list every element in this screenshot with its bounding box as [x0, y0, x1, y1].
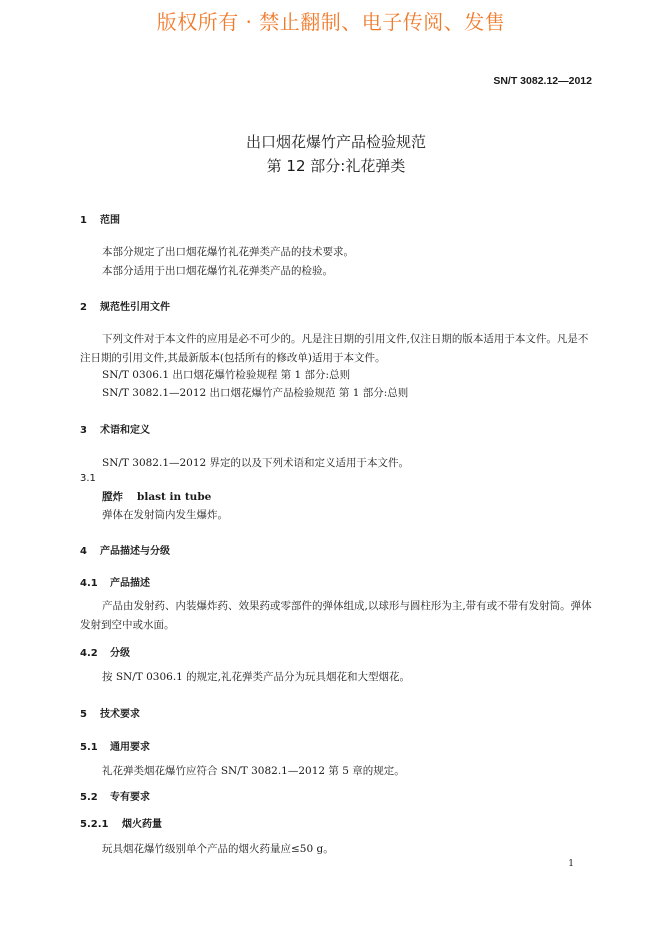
- subsection-number: 5.2.1: [80, 819, 109, 830]
- page-number: 1: [568, 859, 574, 869]
- section-1-heading: [80, 211, 120, 226]
- document-subtitle: 第 12 部分:礼花弹类: [266, 157, 406, 175]
- section-number: 3: [80, 425, 87, 436]
- normative-reference-2: SN/T 3082.1—2012 出口烟花爆竹产品检验规范 第 1 部分:总则: [102, 387, 409, 399]
- section-title: 范围: [100, 215, 120, 226]
- normative-reference-1: SN/T 0306.1 出口烟花爆竹检验规程 第 1 部分:总则: [102, 369, 351, 381]
- section-number: 4: [80, 546, 87, 557]
- subsection-5-1-paragraph: 礼花弹类烟花爆竹应符合 SN/T 3082.1—2012 第 5 章的规定。: [102, 765, 405, 777]
- section-title: 术语和定义: [100, 425, 150, 436]
- section-1-paragraph-1: 本部分规定了出口烟花爆竹礼花弹类产品的技术要求。: [102, 246, 354, 258]
- subsection-4-2-heading: [80, 644, 130, 659]
- subsection-5-1-heading: [80, 738, 150, 753]
- term-chinese: 膛炸: [102, 491, 123, 503]
- section-2-paragraph: 下列文件对于本文件的应用是必不可少的。凡是注日期的引用文件,仅注日期的版本适用于本文件。凡是不注日期的引用文件,其最新版本(包括所有的修改单)适用于本文件。: [80, 333, 589, 364]
- subsection-number: 4.2: [80, 648, 98, 659]
- subsection-4-1-paragraph: 产品由发射药、内装爆炸药、效果药或零部件的弹体组成,以球形与圆柱形为主,带有或不带有发射筒。弹体发射到空中或水面。: [80, 600, 592, 631]
- document-title: 出口烟花爆竹产品检验规范: [245, 133, 426, 151]
- section-1-paragraph-2: 本部分适用于出口烟花爆竹礼花弹类产品的检验。: [102, 265, 333, 277]
- standard-number: SN/T 3082.12—2012: [493, 75, 592, 87]
- subsection-title: 专有要求: [110, 792, 150, 803]
- subsection-4-1-heading: [80, 574, 150, 589]
- term-english: blast in tube: [137, 491, 212, 503]
- section-title: 产品描述与分级: [100, 546, 170, 557]
- term-definition: 弹体在发射筒内发生爆炸。: [102, 509, 228, 521]
- term-number: 3.1: [80, 473, 96, 484]
- subsection-4-2-paragraph: 按 SN/T 0306.1 的规定,礼花弹类产品分为玩具烟花和大型烟花。: [102, 671, 411, 683]
- subsection-title: 产品描述: [110, 578, 150, 589]
- section-number: 1: [80, 215, 87, 226]
- section-title: 规范性引用文件: [100, 302, 170, 313]
- subsection-title: 烟火药量: [122, 819, 162, 830]
- section-2-heading: [80, 298, 170, 313]
- section-number: 5: [80, 709, 87, 720]
- subsection-number: 5.1: [80, 742, 98, 753]
- section-4-heading: [80, 542, 170, 557]
- section-title: 技术要求: [100, 709, 140, 720]
- subsection-title: 分级: [110, 648, 130, 659]
- term-entry: [102, 489, 211, 504]
- watermark: 版权所有 · 禁止翻制、电子传阅、发售: [156, 10, 506, 34]
- subsection-number: 4.1: [80, 578, 98, 589]
- section-3-paragraph: SN/T 3082.1—2012 界定的以及下列术语和定义适用于本文件。: [102, 457, 410, 469]
- section-5-heading: [80, 705, 140, 720]
- subsection-5-2-1-paragraph: 玩具烟花爆竹级别单个产品的烟火药量应≤50 g。: [102, 843, 334, 855]
- section-number: 2: [80, 302, 87, 313]
- section-3-heading: [80, 421, 150, 436]
- subsection-5-2-1-heading: [80, 815, 162, 830]
- subsection-5-2-heading: [80, 788, 150, 803]
- subsection-number: 5.2: [80, 792, 98, 803]
- subsection-title: 通用要求: [110, 742, 150, 753]
